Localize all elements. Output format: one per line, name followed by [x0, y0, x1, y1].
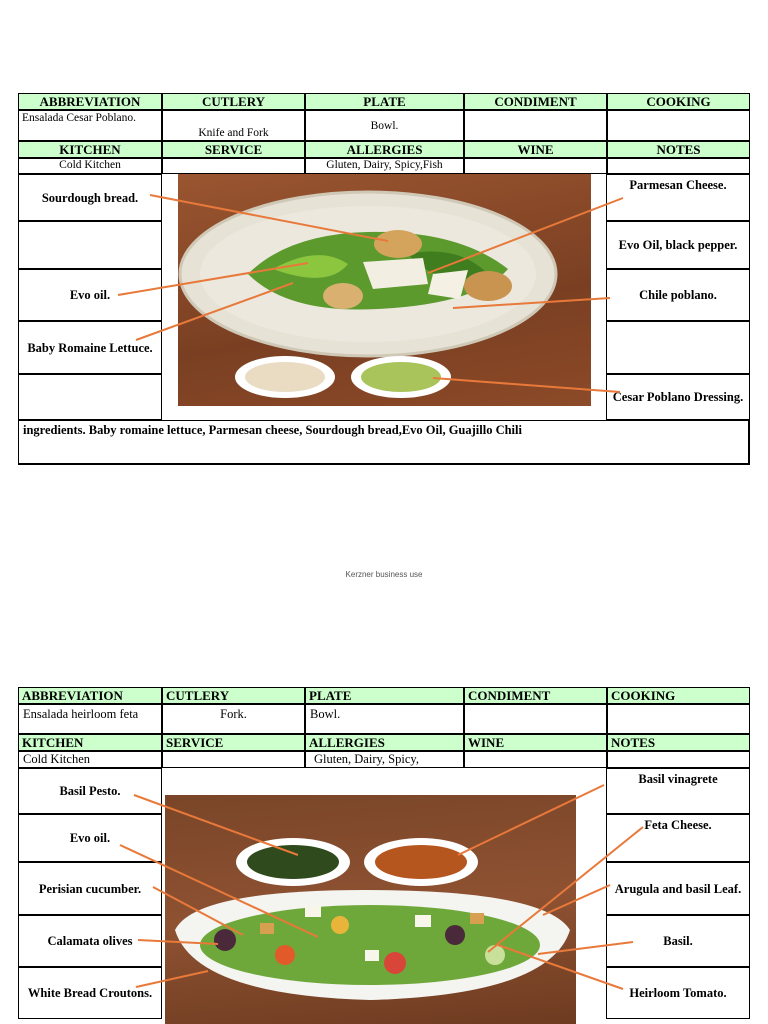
value-cutlery: Fork.: [162, 704, 305, 734]
header-notes: NOTES: [607, 141, 750, 158]
value-allergies: Gluten, Dairy, Spicy,: [305, 751, 464, 768]
header-allergies: ALLERGIES: [305, 141, 464, 158]
label-sourdough-bread: Sourdough bread.: [18, 174, 162, 221]
header-row-2: [18, 141, 750, 158]
value-notes: [607, 751, 750, 768]
dish-illustration: [165, 795, 576, 1024]
header-cutlery: CUTLERY: [162, 93, 305, 110]
label-empty-left-2: [18, 221, 162, 269]
value-plate: Bowl.: [305, 704, 464, 734]
header-cooking: COOKING: [607, 687, 750, 704]
header-kitchen: KITCHEN: [18, 141, 162, 158]
header-abbreviation: ABBREVIATION: [18, 93, 162, 110]
label-basil: Basil.: [606, 915, 750, 967]
header-cutlery: CUTLERY: [162, 687, 305, 704]
label-arugula-basil: Arugula and basil Leaf.: [606, 862, 750, 915]
value-notes: [607, 158, 750, 174]
label-white-bread-croutons: White Bread Croutons.: [18, 967, 162, 1019]
footer-note: Kerzner business use: [345, 570, 423, 579]
label-empty-left-5: [18, 374, 162, 420]
header-row-1: [18, 687, 750, 704]
value-row-2: [18, 751, 750, 768]
value-wine: [464, 751, 607, 768]
value-service: [162, 751, 305, 768]
label-perisian-cucumber: Perisian cucumber.: [18, 862, 162, 915]
value-row-1: [18, 704, 750, 734]
label-heirloom-tomato: Heirloom Tomato.: [606, 967, 750, 1019]
label-empty-right-4: [606, 321, 750, 374]
value-kitchen: Cold Kitchen: [18, 158, 162, 174]
label-calamata-olives: Calamata olives: [18, 915, 162, 967]
recipe-card-heirloom: [18, 687, 750, 1024]
label-evo-oil-pepper: Evo Oil, black pepper.: [606, 221, 750, 269]
dish-photo-cesar: [178, 174, 591, 406]
ingredients-box-cesar: ingredients. Baby romaine lettuce, Parmesan cheese, Sourdough bread,Evo Oil, Guajillo Chili: [18, 420, 750, 465]
header-wine: WINE: [464, 141, 607, 158]
dish-illustration: [178, 174, 591, 406]
header-kitchen: KITCHEN: [18, 734, 162, 751]
value-service: [162, 158, 305, 174]
label-basil-vinagrete: Basil vinagrete: [606, 768, 750, 814]
header-wine: WINE: [464, 734, 607, 751]
header-row-1: [18, 93, 750, 110]
value-row-2: [18, 158, 750, 174]
label-chile-poblano: Chile poblano.: [606, 269, 750, 321]
label-cesar-dressing: Cesar Poblano Dressing.: [606, 374, 750, 420]
header-allergies: ALLERGIES: [305, 734, 464, 751]
header-abbreviation: ABBREVIATION: [18, 687, 162, 704]
header-condiment: CONDIMENT: [464, 687, 607, 704]
header-plate: PLATE: [305, 93, 464, 110]
header-row-2: [18, 734, 750, 751]
value-condiment: [464, 704, 607, 734]
header-cooking: COOKING: [607, 93, 750, 110]
value-cooking: [607, 704, 750, 734]
label-evo-oil: Evo oil.: [18, 814, 162, 862]
header-condiment: CONDIMENT: [464, 93, 607, 110]
value-row-1: [18, 110, 750, 141]
header-plate: PLATE: [305, 687, 464, 704]
value-abbreviation: Ensalada heirloom feta: [18, 704, 162, 734]
label-basil-pesto: Basil Pesto.: [18, 768, 162, 814]
value-plate: Bowl.: [305, 110, 464, 141]
header-service: SERVICE: [162, 141, 305, 158]
value-kitchen: Cold Kitchen: [18, 751, 162, 768]
value-condiment: [464, 110, 607, 141]
value-cooking: [607, 110, 750, 141]
value-wine: [464, 158, 607, 174]
value-abbreviation: Ensalada Cesar Poblano.: [18, 110, 162, 141]
label-feta-cheese: Feta Cheese.: [606, 814, 750, 862]
label-baby-romaine: Baby Romaine Lettuce.: [18, 321, 162, 374]
value-allergies: Gluten, Dairy, Spicy,Fish: [305, 158, 464, 174]
header-service: SERVICE: [162, 734, 305, 751]
label-parmesan: Parmesan Cheese.: [606, 174, 750, 221]
recipe-card-cesar: [18, 93, 750, 465]
dish-photo-heirloom: [165, 795, 576, 1024]
header-notes: NOTES: [607, 734, 750, 751]
value-cutlery: Knife and Fork: [162, 110, 305, 141]
label-evo-oil: Evo oil.: [18, 269, 162, 321]
